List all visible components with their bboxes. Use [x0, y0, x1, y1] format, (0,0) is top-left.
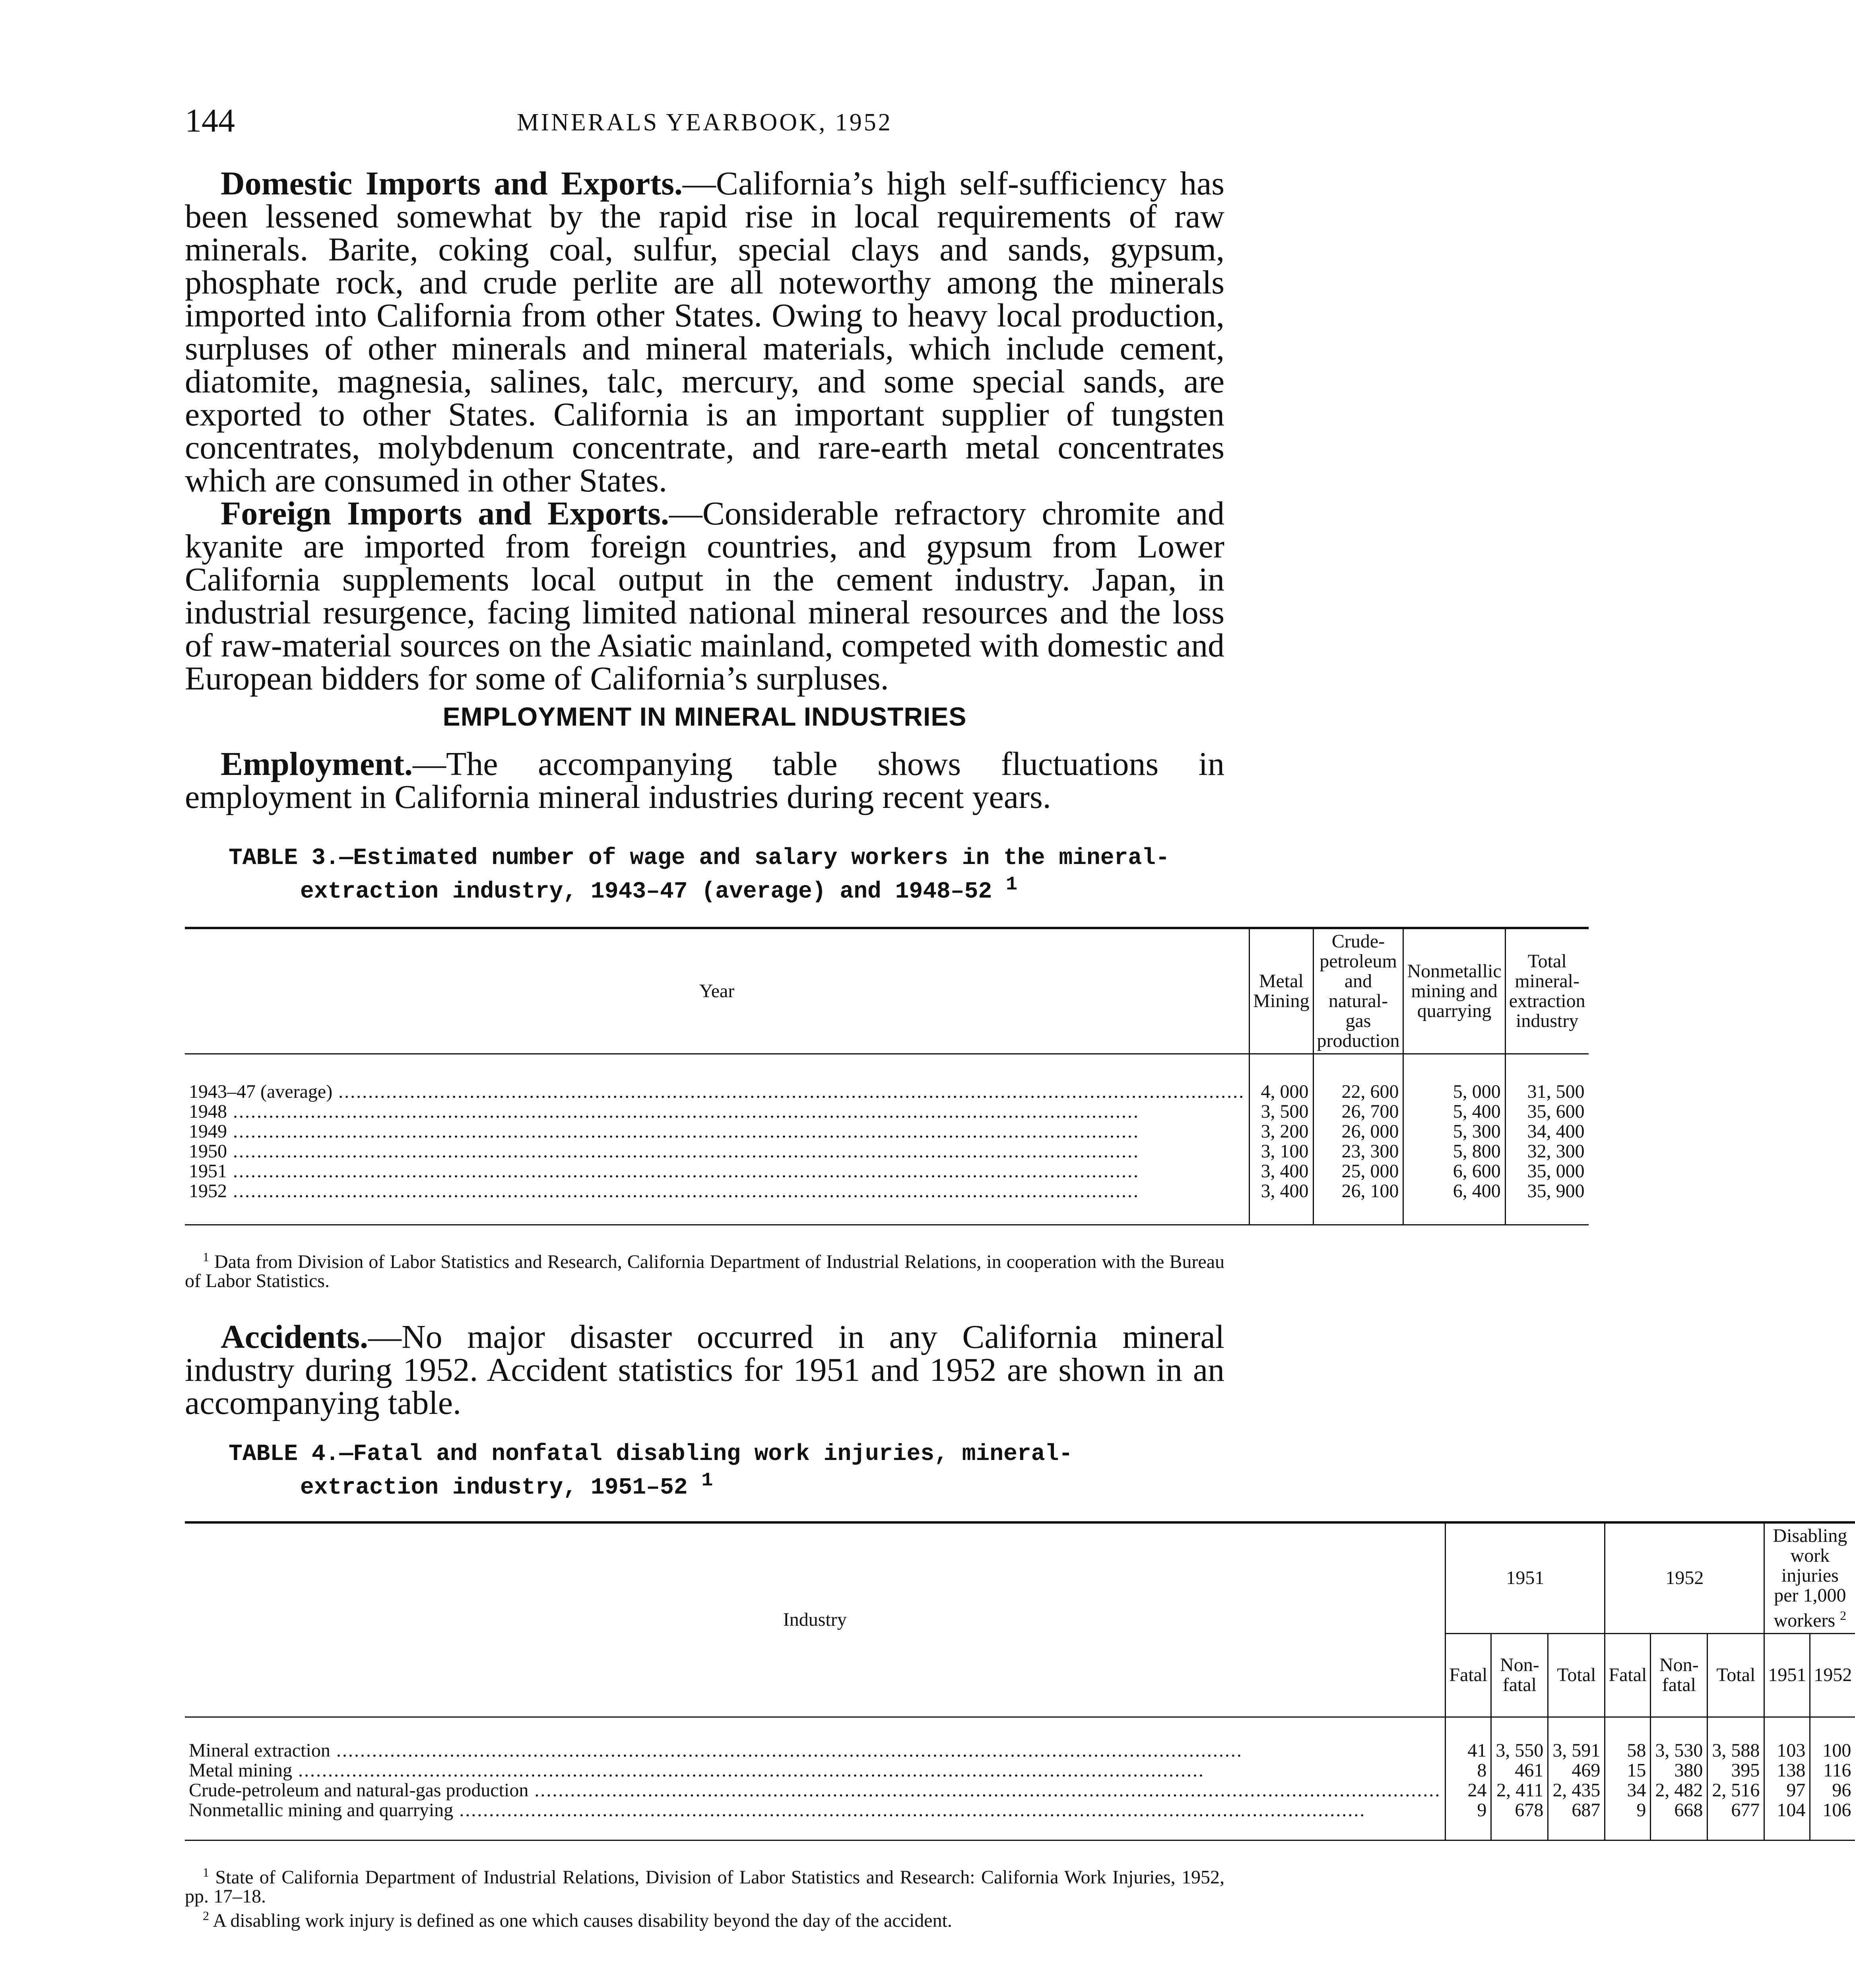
page-number: 144 — [185, 102, 235, 139]
table3-footnote: $^1$ Data from Division of Labor Statistics and Research, California Department of Industrial Relations, in cooperation with the Bureau of Labor Statistics. — [185, 1250, 1225, 1292]
table-row: Nonmetallic mining and quarrying ..... 9 678 687 9 668 677 104 106 — [185, 1800, 1855, 1820]
subheader-total-1951: Total — [1548, 1633, 1605, 1717]
row-label: 1950 ..... — [185, 1142, 1250, 1161]
table4-title: TABLE 4.—Fatal and nonfatal disabling work injuries, mineral-extraction industry, 1951–52 $^1$ — [229, 1441, 1073, 1501]
subheader-nonfatal-1951: Non-fatal — [1491, 1633, 1548, 1717]
paragraph-text: —California’s high self-sufficiency has been lessened somewhat by the rapid rise in local requirements of raw minerals. Barite, coking coal, sulfur, special clays and sands, gypsum, phosphate rock, and crude perlite are all noteworthy among the minerals imported into California from other States. Owing to heavy local production, surpluses of other minerals and mineral materials, which include cement, diatomite, magnesia, salines, talc, mercury, and some special sands, are exported to other States. California is an important supplier of tungsten concentrates, molybdenum concentrate, and rare-earth metal concentrates which are consumed in other States. — [185, 165, 1224, 499]
row-label: 1943–47 (average) ..... — [185, 1082, 1250, 1102]
column-header-metal-mining: Metal Mining — [1250, 928, 1313, 1054]
row-label: 1952 ..... — [185, 1181, 1250, 1201]
row-label: Mineral extraction ..... — [185, 1741, 1446, 1761]
table-row: 1943–47 (average) ..... 4, 000 22, 600 5, 000 31, 500 — [185, 1082, 1589, 1102]
table-row: 1949 ..... 3, 200 26, 000 5, 300 34, 400 — [185, 1122, 1589, 1142]
subheader-total-1952: Total — [1708, 1633, 1764, 1717]
subheader-fatal-1952: Fatal — [1605, 1633, 1651, 1717]
table-row: Crude-petroleum and natural-gas production ..... 24 2, 411 2, 435 34 2, 482 2, 516 97 96 — [185, 1780, 1855, 1800]
row-label: Nonmetallic mining and quarrying ..... — [185, 1800, 1446, 1820]
column-header-industry: Industry — [185, 1522, 1446, 1717]
row-label: 1948 ..... — [185, 1102, 1250, 1122]
column-header-nonmetallic: Nonmetallic mining and quarrying — [1403, 928, 1505, 1054]
paragraph-heading: Domestic Imports and Exports. — [221, 165, 683, 202]
row-label: 1951 ..... — [185, 1161, 1250, 1181]
row-label: 1949 ..... — [185, 1122, 1250, 1142]
table-row: Metal mining ..... 8 461 469 15 380 395 138 116 — [185, 1761, 1855, 1780]
row-label: Metal mining ..... — [185, 1761, 1446, 1780]
paragraph-accidents — [185, 1318, 1224, 1422]
table-row: 1952 ..... 3, 400 26, 100 6, 400 35, 900 — [185, 1181, 1589, 1201]
table4 — [185, 1521, 1855, 1841]
paragraph-employment — [185, 747, 1224, 813]
column-header-rate: Disabling work injuries per 1,000 workers $^2$ — [1764, 1522, 1855, 1634]
column-header-total: Total mineral-extraction industry — [1505, 928, 1588, 1054]
table-row: Mineral extraction ..... 41 3, 550 3, 591 58 3, 530 3, 588 103 100 — [185, 1741, 1855, 1761]
subheader-rate-1951: 1951 — [1764, 1633, 1810, 1717]
footnote-ref: 1 — [701, 1470, 713, 1492]
table3-title: TABLE 3.—Estimated number of wage and salary workers in the mineral-extraction industry, 1943–47 (average) and 1948–52 $^1$ — [229, 845, 1170, 905]
row-label: Crude-petroleum and natural-gas production ..... — [185, 1780, 1446, 1800]
paragraph-heading: Employment. — [221, 746, 413, 782]
subheader-nonfatal-1952: Non-fatal — [1651, 1633, 1708, 1717]
table4-footnote-2: $^2$ A disabling work injury is defined as one which causes disability beyond the day of the accident. — [203, 1908, 952, 1931]
footnote-ref: 1 — [1006, 874, 1018, 895]
column-header-1952: 1952 — [1605, 1522, 1764, 1634]
column-header-year: Year — [699, 980, 735, 1002]
section-heading: EMPLOYMENT IN MINERAL INDUSTRIES — [442, 702, 967, 731]
paragraph-heading: Foreign Imports and Exports. — [221, 495, 669, 532]
column-header-crude-petroleum: Crude-petroleum and natural-gas production — [1313, 928, 1403, 1054]
table3 — [185, 927, 1589, 1225]
paragraph-text: —Considerable refractory chromite and kyanite are imported from foreign countries, and gypsum from Lower California supplements local output in the cement industry. Japan, in industrial resurgence, facing limited national mineral resources and the loss of raw-material sources on the Asiatic mainland, competed with domestic and European bidders for some of California’s surpluses. — [185, 495, 1224, 697]
table-row: 1951 ..... 3, 400 25, 000 6, 600 35, 000 — [185, 1161, 1589, 1181]
table4-header-row — [185, 1522, 1855, 1634]
paragraph-text: —No major disaster occurred in any California mineral industry during 1952. Accident statistics for 1951 and 1952 are shown in an accompanying table. — [185, 1318, 1224, 1422]
subheader-fatal-1951: Fatal — [1446, 1633, 1491, 1717]
page-header — [185, 101, 1224, 145]
table-row: 1948 ..... 3, 500 26, 700 5, 400 35, 600 — [185, 1102, 1589, 1122]
column-header-1951: 1951 — [1446, 1522, 1605, 1634]
paragraph-foreign-imports — [185, 497, 1224, 695]
paragraph-domestic-imports — [185, 167, 1224, 497]
table3-header-row — [185, 928, 1589, 1054]
paragraph-heading: Accidents. — [221, 1318, 368, 1356]
subheader-rate-1952: 1952 — [1810, 1633, 1855, 1717]
page — [185, 101, 1852, 1931]
running-title: MINERALS YEARBOOK, 1952 — [517, 109, 893, 136]
paragraph-text: —The accompanying table shows fluctuations in employment in California mineral industries during recent years. — [185, 746, 1224, 815]
table-row: 1950 ..... 3, 100 23, 300 5, 800 32, 300 — [185, 1142, 1589, 1161]
table4-footnote-1: $^1$ State of California Department of Industrial Relations, Division of Labor Statistics and Research: California Work Injuries, 1952, pp. 17–18. — [185, 1865, 1225, 1907]
